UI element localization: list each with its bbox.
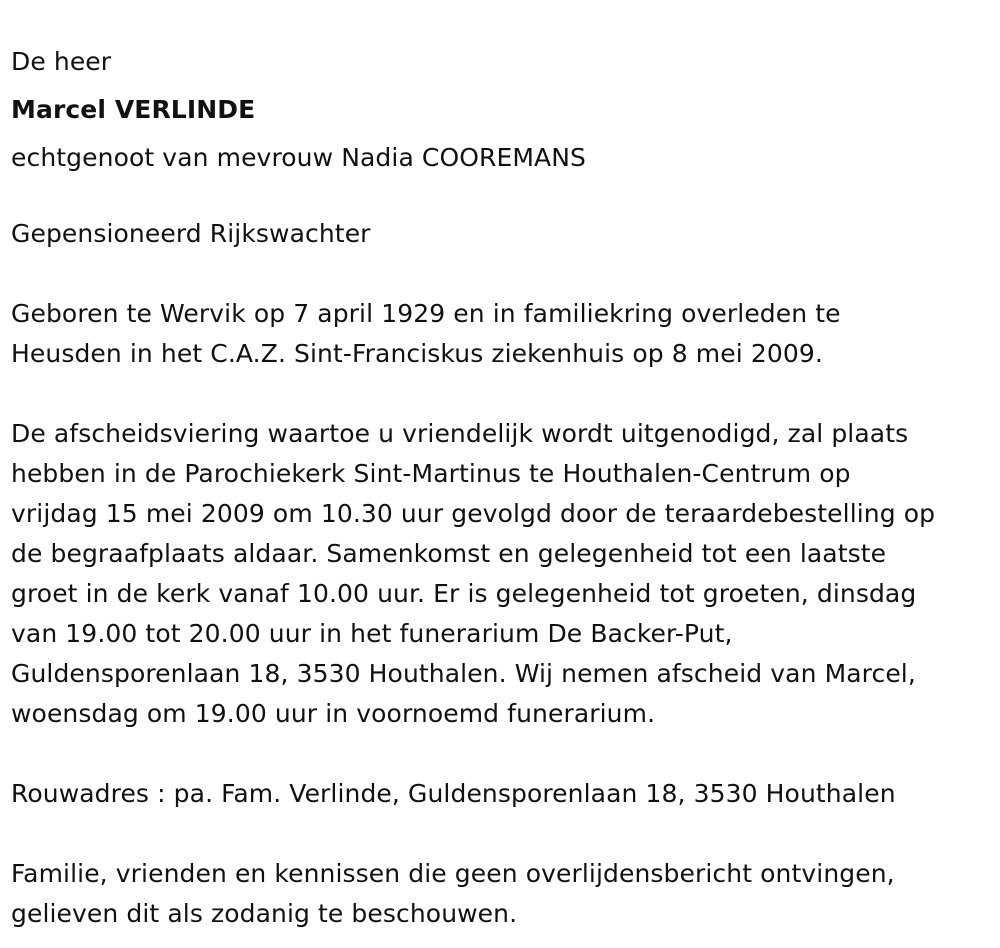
closing-line: gelieven dit als zodanig te beschouwen. [11,899,518,928]
ceremony-line: woensdag om 19.00 uur in voornoemd funerarium. [11,699,656,728]
ceremony-line: De afscheidsviering waartoe u vriendelijk wordt uitgenodigd, zal plaats [11,419,909,448]
birth-death-line: Heusden in het C.A.Z. Sint-Franciskus ziekenhuis op 8 mei 2009. [11,339,823,368]
ceremony-line: hebben in de Parochiekerk Sint-Martinus te Houthalen-Centrum op [11,459,851,488]
ceremony-line: vrijdag 15 mei 2009 om 10.30 uur gevolgd door de teraardebestelling op [11,499,936,528]
profession [11,214,996,254]
ceremony-line: Guldensporenlaan 18, 3530 Houthalen. Wij nemen afscheid van Marcel, [11,659,916,688]
deceased-name: Marcel VERLINDE [11,95,256,124]
ceremony-line: van 19.00 tot 20.00 uur in het funerarium De Backer-Put, [11,619,733,648]
birth-death-line: Geboren te Wervik op 7 april 1929 en in familiekring overleden te [11,299,841,328]
salutation: De heer [11,47,112,76]
address-paragraph [11,774,996,814]
mourning-address: Rouwadres : pa. Fam. Verlinde, Guldensporenlaan 18, 3530 Houthalen [11,779,896,808]
ceremony-line: de begraafplaats aldaar. Samenkomst en gelegenheid tot een laatste [11,539,887,568]
profession-text: Gepensioneerd Rijkswachter [11,219,371,248]
ceremony-paragraph [11,414,996,734]
ceremony-line: groet in de kerk vanaf 10.00 uur. Er is gelegenheid tot groeten, dinsdag [11,579,917,608]
closing-paragraph [11,854,996,934]
closing-line: Familie, vrienden en kennissen die geen overlijdensbericht ontvingen, [11,859,895,888]
birth-death-paragraph [11,294,996,374]
spouse-line: echtgenoot van mevrouw Nadia COOREMANS [11,143,587,172]
spacer [11,182,996,214]
